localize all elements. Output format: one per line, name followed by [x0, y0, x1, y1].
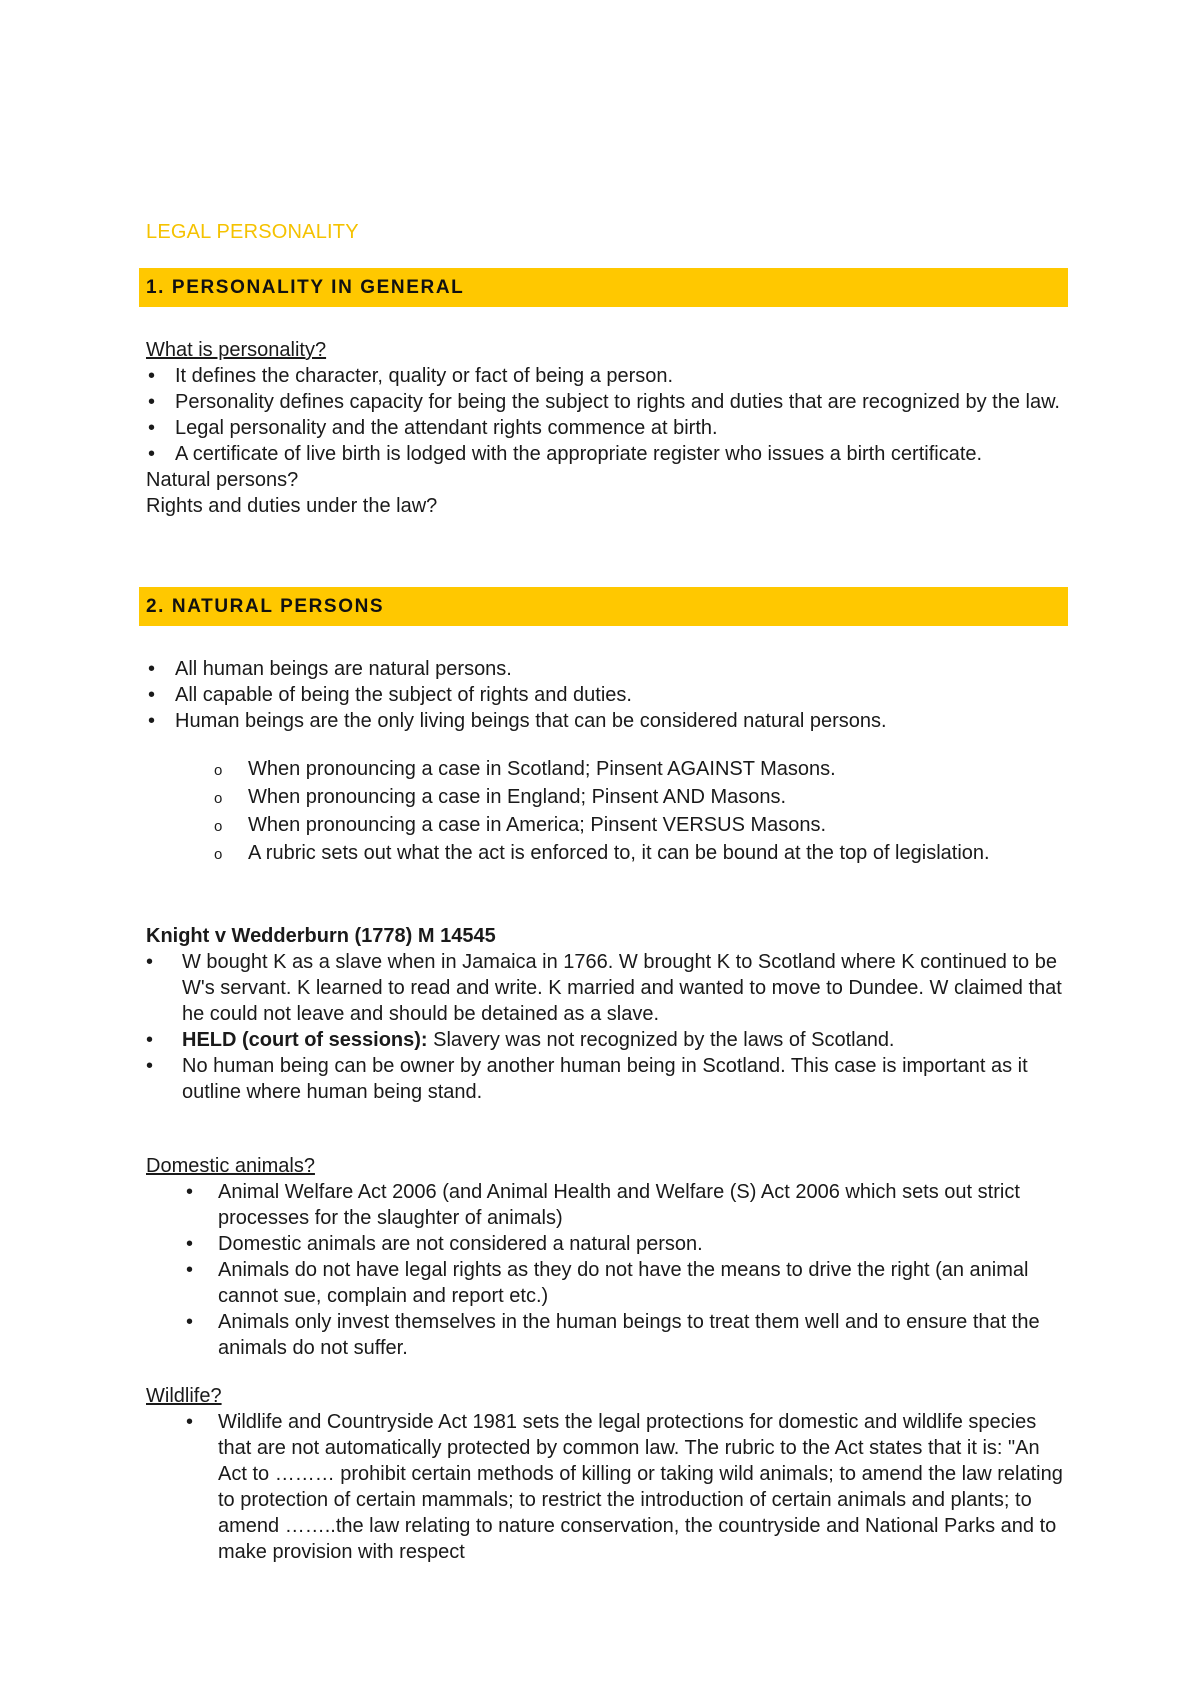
document-title: LEGAL PERSONALITY	[146, 221, 359, 243]
list-item: • No human being can be owner by another human being in Scotland. This case is important as it outline where human being stand.	[146, 1053, 1070, 1105]
section-heading-personality-in-general: 1. PERSONALITY IN GENERAL	[139, 268, 1068, 307]
wildlife-bullet-list	[146, 1409, 1070, 1565]
text-rights-and-duties: Rights and duties under the law?	[146, 495, 438, 517]
text-natural-persons: Natural persons?	[146, 469, 299, 491]
list-item: • W bought K as a slave when in Jamaica in 1766. W brought K to Scotland where K continued to be W's servant. K learned to read and write. K married and wanted to move to Dundee. W claimed that he could not leave and should be detained as a slave.	[146, 949, 1070, 1027]
section1-bullet-list	[146, 363, 1070, 467]
case-bullet-list	[146, 949, 1070, 1105]
domestic-bullet-list	[146, 1179, 1070, 1361]
list-item: • Animals only invest themselves in the human beings to treat them well and to ensure that the animals do not suffer.	[146, 1309, 1070, 1361]
domestic-animals-section	[146, 1153, 1070, 1361]
list-item: • Personality defines capacity for being the subject to rights and duties that are recognized by the law.	[146, 389, 1070, 415]
section2-body	[146, 656, 1070, 868]
list-item	[146, 1027, 1070, 1053]
list-item: o A rubric sets out what the act is enforced to, it can be bound at the top of legislation.	[146, 840, 1070, 866]
list-item: • Animal Welfare Act 2006 (and Animal Health and Welfare (S) Act 2006 which sets out strict processes for the slaughter of animals)	[146, 1179, 1070, 1231]
section2-bullet-list	[146, 656, 1070, 734]
list-item: o When pronouncing a case in England; Pinsent AND Masons.	[146, 784, 1070, 810]
list-item: o When pronouncing a case in Scotland; Pinsent AGAINST Masons.	[146, 756, 1070, 782]
section1-body	[146, 337, 1070, 519]
held-text: Slavery was not recognized by the laws of Scotland.	[427, 1029, 895, 1051]
list-item: • It defines the character, quality or fact of being a person.	[146, 363, 1070, 389]
list-item: • A certificate of live birth is lodged with the appropriate register who issues a birth certificate.	[146, 441, 1070, 467]
list-item: • Domestic animals are not considered a natural person.	[146, 1231, 1070, 1257]
list-item: • Human beings are the only living beings that can be considered natural persons.	[146, 708, 1070, 734]
question-what-is-personality: What is personality?	[146, 339, 327, 361]
list-item: • Wildlife and Countryside Act 1981 sets the legal protections for domestic and wildlife species that are not automatically protected by common law. The rubric to the Act states that it is: "An Act to ……… prohibit certain methods of killing or taking wild animals; to amend the law relating to protection of certain mammals; to restrict the introduction of certain animals and plants; to amend ……..the law relating to nature conservation, the countryside and National Parks and to make provision with respect	[146, 1409, 1070, 1565]
question-wildlife: Wildlife?	[146, 1385, 222, 1407]
list-item: • All human beings are natural persons.	[146, 656, 1070, 682]
case-title: Knight v Wedderburn (1778) M 14545	[146, 925, 496, 947]
case-knight-v-wedderburn	[146, 923, 1070, 1105]
section2-sub-bullet-list	[146, 756, 1070, 866]
list-item: • Animals do not have legal rights as they do not have the means to drive the right (an animal cannot sue, complain and report etc.)	[146, 1257, 1070, 1309]
section-heading-natural-persons: 2. NATURAL PERSONS	[139, 587, 1068, 626]
held-label: HELD (court of sessions):	[182, 1029, 428, 1051]
wildlife-section	[146, 1383, 1070, 1565]
question-domestic-animals: Domestic animals?	[146, 1155, 315, 1177]
list-item: o When pronouncing a case in America; Pinsent VERSUS Masons.	[146, 812, 1070, 838]
list-item: • All capable of being the subject of rights and duties.	[146, 682, 1070, 708]
list-item: • Legal personality and the attendant rights commence at birth.	[146, 415, 1070, 441]
